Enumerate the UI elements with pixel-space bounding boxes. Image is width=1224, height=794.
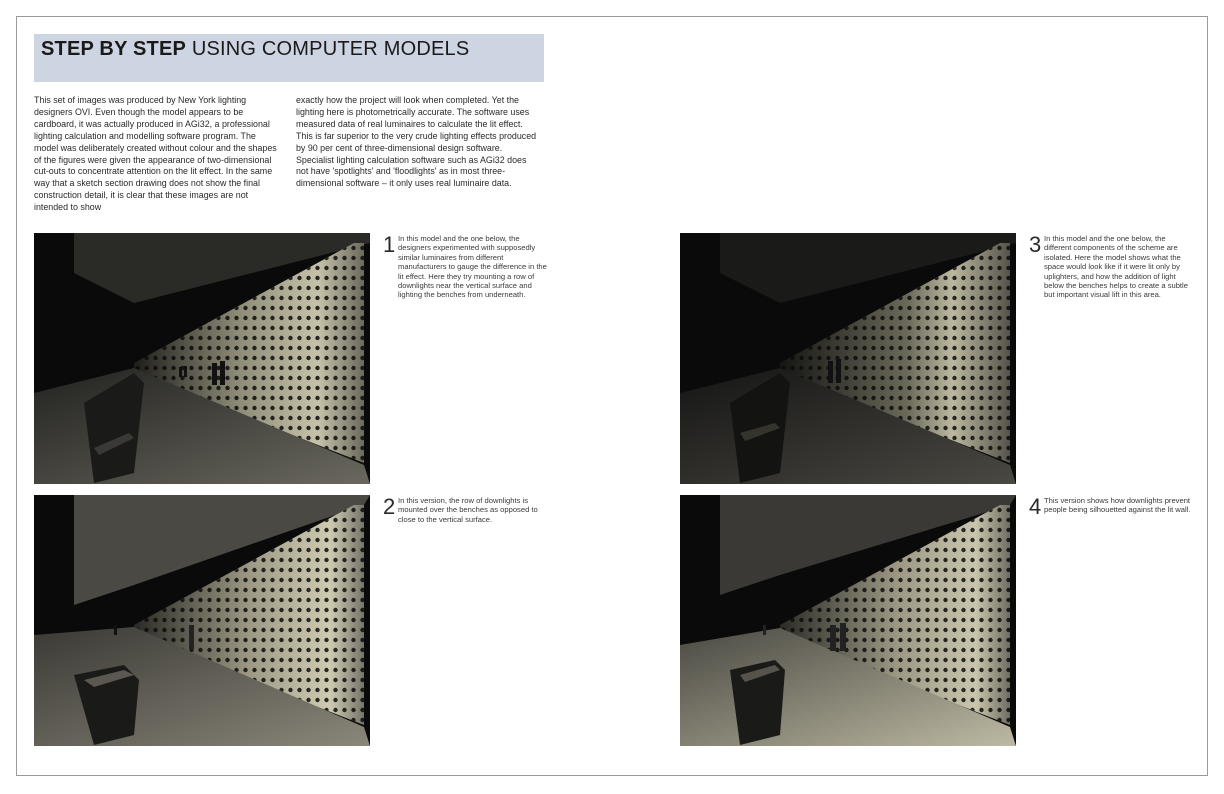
intro-column-2: exactly how the project will look when completed. Yet the lighting here is photometrically accurate. The software uses measured data of real luminaires to calculate the lit effect. This is far superior to the very crude lighting effects produced by 90 per cent of three-dimensional design software. Specialist lighting calculation software such as AGi32 does not have 'spotlights' and 'floodlights' as in most three-dimensional software – it only uses real luminaire data.	[296, 95, 537, 189]
page-title	[41, 38, 469, 61]
caption-1-text: In this model and the one below, the designers experimented with supposedly similar luminaires from different manufacturers to gauge the difference in the lit effect. Here they try mounting a row of downlights near the vertical surface and lighting the benches from underneath.	[398, 234, 547, 300]
caption-2-number: 2	[383, 494, 396, 519]
caption-4-text: This version shows how downlights prevent people being silhouetted against the lit wall.	[1044, 496, 1191, 515]
render-image-2	[34, 495, 370, 746]
render-image-4	[680, 495, 1016, 746]
caption-2-text: In this version, the row of downlights is mounted over the benches as opposed to close to the vertical surface.	[398, 496, 538, 524]
caption-3-text: In this model and the one below, the different components of the scheme are isolated. Here the model shows what the space would look like if it were lit only by uplighters, and how the addition of light below the benches helps to create a subtle but important visual lift in this area.	[1044, 234, 1188, 300]
caption-4-number: 4	[1029, 494, 1042, 519]
title-light: USING COMPUTER MODELS	[191, 38, 470, 60]
caption-1-number: 1	[383, 232, 396, 257]
render-image-3	[680, 233, 1016, 484]
intro-column-1: This set of images was produced by New York lighting designers OVI. Even though the model appears to be cardboard, it was actually produced in AGi32, a professional lighting calculation and modelling software program. The model was deliberately created without colour and the shapes of the figures were given the appearance of two-dimensional cut-outs to concentrate attention on the lit effect. In the same way that a sketch section drawing does not show the final construction detail, it is clear that these images are not intended to show	[34, 95, 277, 213]
title-bold: STEP BY STEP	[41, 38, 187, 60]
render-image-1	[34, 233, 370, 484]
caption-3-number: 3	[1029, 232, 1042, 257]
